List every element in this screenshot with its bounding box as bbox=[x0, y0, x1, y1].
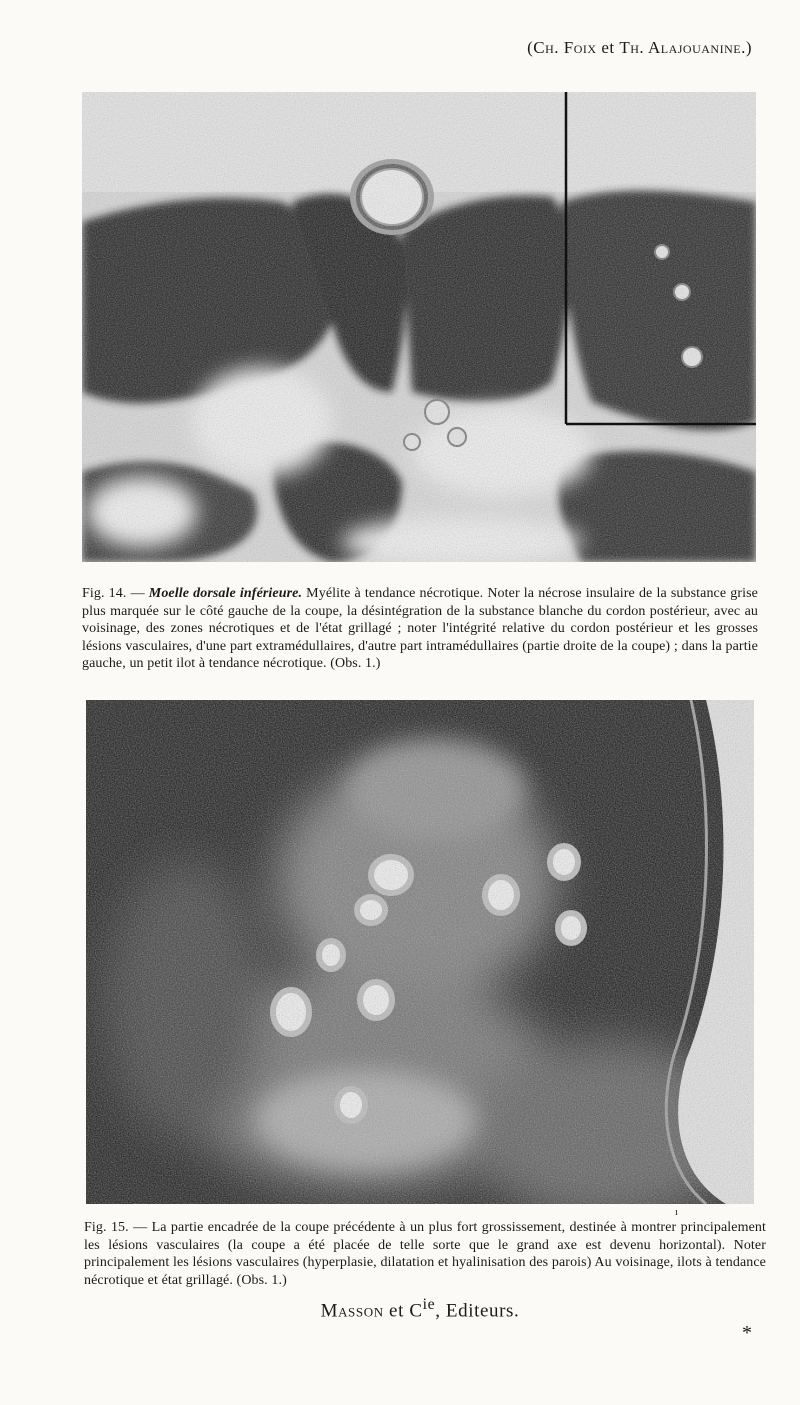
figure-14-micrograph bbox=[82, 92, 756, 562]
figure-14-number: Fig. 14. — bbox=[82, 586, 145, 601]
publisher-line: Masson et $C^{ie}$, Editeurs. bbox=[320, 1296, 520, 1322]
figure-14-caption bbox=[82, 585, 758, 673]
footer-asterisk: * bbox=[742, 1322, 752, 1344]
figure-15-image bbox=[86, 700, 754, 1204]
figure-15-text: La partie encadrée de la coupe précédente à un plus fort grossissement, destinée à montrer principalement les lésions vasculaires (la coupe a été placée de telle sorte que le grand axe est devenu horizontal). Noter principalement les lésions vasculaires (hyperplasie, dilatation et hyalinisation des parois) Au voisinage, ilots à tendance nécrotique et état grillagé. (Obs. 1.) bbox=[84, 1220, 766, 1288]
figure-14-text: Myélite à tendance nécrotique. Noter la nécrose insulaire de la substance grise plus marquée sur le côté gauche de la coupe, la désintégration de la substance blanche du cordon postérieur, avec au voisinage, des zones nécrotiques et de l'état grillagé ; noter l'intégrité relative du cordon postérieur et les grosses lésions vasculaires, d'une part extramédullaires, d'autre part intramédullaires (partie droite de la coupe) ; dans la partie gauche, un petit ilot à tendance nécrotique. (Obs. 1.) bbox=[82, 586, 758, 671]
figure-15-number: Fig. 15. — bbox=[84, 1220, 148, 1235]
figure-15-micrograph bbox=[86, 700, 754, 1204]
figure-14-image bbox=[82, 92, 756, 562]
author-1: Ch. Foix bbox=[533, 38, 597, 57]
figure-15-caption bbox=[84, 1219, 766, 1289]
running-header: (Ch. Foix et Th. Alajouanine.) bbox=[527, 38, 752, 57]
figure-14-title: Moelle dorsale inférieure. bbox=[148, 586, 303, 601]
figure-15-mark: ı bbox=[675, 1207, 678, 1218]
author-2: Th. Alajouanine bbox=[619, 38, 742, 57]
